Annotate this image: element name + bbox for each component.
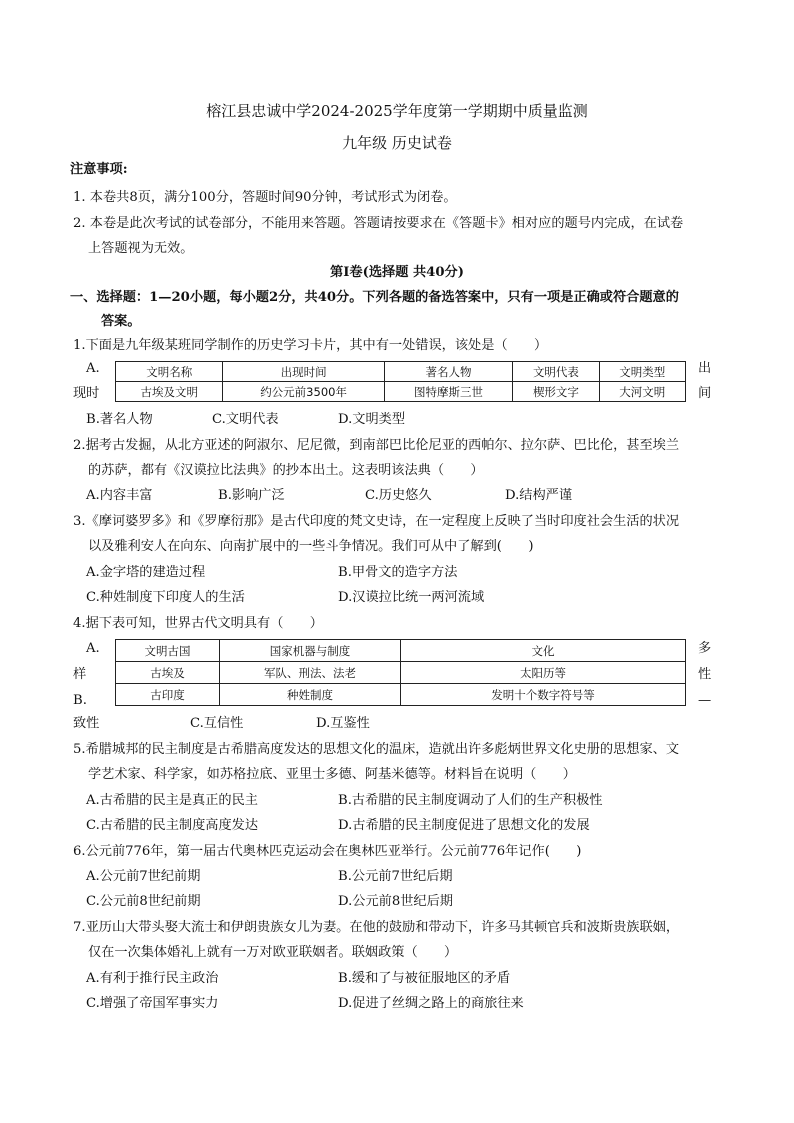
table-cell: 古埃及文明 [116, 382, 223, 402]
q2-option-d: D.结构严谨 [505, 488, 573, 503]
table-cell: 文明古国 [116, 640, 220, 662]
section-instruction-a: 一、选择题：1—20小题，每小题2分，共40分。下列各题的备选答案中，只有一项是正确或符合题意的 [70, 290, 679, 305]
table-cell: 国家机器与制度 [220, 640, 401, 662]
q7-option-b: B.缓和了与被征服地区的矛盾 [338, 971, 511, 986]
table-cell: 大河文明 [599, 382, 685, 402]
table-cell: 约公元前3500年 [223, 382, 384, 402]
exam-subtitle: 九年级 历史试卷 [342, 134, 452, 152]
table-cell: 文明类型 [599, 362, 685, 382]
table-cell: 楔形文字 [513, 382, 599, 402]
q5-option-a: A.古希腊的民主是真正的民主 [86, 793, 258, 808]
q3-option-a: A.金字塔的建造过程 [86, 565, 206, 580]
q4-right-b: 性 [698, 667, 712, 682]
table-cell: 文化 [401, 640, 686, 662]
q1-option-c: C.文明代表 [212, 412, 279, 427]
notice-heading: 注意事项: [70, 162, 128, 177]
table-cell: 图特摩斯三世 [384, 382, 513, 402]
exam-title: 榕江县忠诚中学2024-2025学年度第一学期期中质量监测 [206, 102, 588, 120]
q2-stem-a: 2.据考古发掘，从北方亚述的阿淑尔、尼尼微，到南部巴比伦尼亚的西帕尔、拉尔萨、巴比伦，甚至埃兰 [73, 438, 680, 453]
q4-right-c: — [698, 693, 712, 708]
q6-option-b: B.公元前7世纪后期 [338, 869, 453, 884]
q1-right-bottom: 间 [698, 386, 712, 401]
q7-stem-b: 仅在一次集体婚礼上就有一万对欧亚联姻者。联姻政策（ ） [88, 945, 458, 960]
q6-stem: 6.公元前776年，第一届古代奥林匹克运动会在奥林匹亚举行。公元前776年记作( ) [73, 844, 582, 859]
q7-option-d: D.促进了丝绸之路上的商旅往来 [338, 996, 524, 1011]
table-row [116, 382, 686, 402]
q1-left-top: A. [86, 361, 100, 376]
q6-option-a: A.公元前7世纪前期 [86, 869, 201, 884]
q4-left-a: A. [86, 641, 100, 656]
table-cell: 文明代表 [513, 362, 599, 382]
q2-stem-b: 的苏萨，都有《汉谟拉比法典》的抄本出土。这表明该法典（ ） [88, 463, 484, 478]
q3-option-b: B.甲骨文的造字方法 [338, 565, 458, 580]
table-cell: 古埃及 [116, 662, 220, 684]
q4-left-b: 样 [73, 667, 87, 682]
q3-stem-a: 3.《摩诃婆罗多》和《罗摩衍那》是古代印度的梵文史诗，在一定程度上反映了当时印度社会生活的状况 [73, 514, 680, 529]
q3-option-c: C.种姓制度下印度人的生活 [86, 590, 245, 605]
q6-option-d: D.公元前8世纪后期 [338, 894, 453, 909]
q7-option-a: A.有利于推行民主政治 [86, 971, 219, 986]
notice-item-2a: 2. 本卷是此次考试的试卷部分，不能用来答题。答题请按要求在《答题卡》相对应的题号内完成，在试卷 [73, 216, 684, 231]
table-cell: 发明十个数字符号等 [401, 684, 686, 706]
q2-option-a: A.内容丰富 [86, 488, 153, 503]
q6-option-c: C.公元前8世纪前期 [86, 894, 201, 909]
table-cell: 文明名称 [116, 362, 223, 382]
q3-option-d: D.汉谟拉比统一两河流域 [338, 590, 485, 605]
q4-option-d: D.互鉴性 [316, 716, 370, 731]
q5-stem-a: 5.希腊城邦的民主制度是古希腊高度发达的思想文化的温床，造就出许多彪炳世界文化史册的思想家、文 [73, 742, 680, 757]
q4-left-c: B. [73, 693, 87, 708]
table-row [116, 362, 686, 382]
table-cell: 军队、刑法、法老 [220, 662, 401, 684]
section-instruction-b: 答案。 [101, 314, 141, 329]
q1-left-bottom: 现时 [73, 386, 100, 401]
table-cell: 古印度 [116, 684, 220, 706]
table-cell: 太阳历等 [401, 662, 686, 684]
q5-option-b: B.古希腊的民主制度调动了人们的生产积极性 [338, 793, 603, 808]
q4-stem: 4.据下表可知，世界古代文明具有（ ） [73, 616, 323, 631]
q3-stem-b: 以及雅利安人在向东、向南扩展中的一些斗争情况。我们可从中了解到( ) [88, 539, 534, 554]
q7-stem-a: 7.亚历山大带头娶大流士和伊朗贵族女儿为妻。在他的鼓励和带动下，许多马其顿官兵和波斯贵族联姻， [73, 920, 680, 935]
q4-option-c: C.互信性 [190, 716, 244, 731]
table-row [116, 684, 686, 706]
notice-item-2b: 上答题视为无效。 [88, 241, 194, 256]
q1-right-top: 出 [698, 361, 712, 376]
q1-option-b: B.著名人物 [86, 412, 153, 427]
q7-option-c: C.增强了帝国军事实力 [86, 996, 219, 1011]
q1-option-d: D.文明类型 [338, 412, 406, 427]
q1-card-table [115, 361, 686, 402]
q4-right-a: 多 [698, 641, 712, 656]
q5-stem-b: 学艺术家、科学家，如苏格拉底、亚里士多德、阿基米德等。材料旨在说明（ ） [88, 767, 576, 782]
table-row [116, 662, 686, 684]
section-title: 第Ⅰ卷(选择题 共40分) [330, 265, 464, 280]
q4-table [115, 639, 686, 706]
q2-option-c: C.历史悠久 [365, 488, 432, 503]
q2-option-b: B.影响广泛 [218, 488, 285, 503]
table-cell: 出现时间 [223, 362, 384, 382]
q4-tail: 致性 [73, 716, 100, 731]
notice-item-1: 1. 本卷共8页，满分100分，答题时间90分钟，考试形式为闭卷。 [73, 190, 457, 205]
q1-stem: 1.下面是九年级某班同学制作的历史学习卡片，其中有一处错误，该处是（ ） [73, 338, 548, 353]
q5-option-c: C.古希腊的民主制度高度发达 [86, 818, 259, 833]
table-cell: 著名人物 [384, 362, 513, 382]
table-cell: 种姓制度 [220, 684, 401, 706]
table-row [116, 640, 686, 662]
q5-option-d: D.古希腊的民主制度促进了思想文化的发展 [338, 818, 590, 833]
